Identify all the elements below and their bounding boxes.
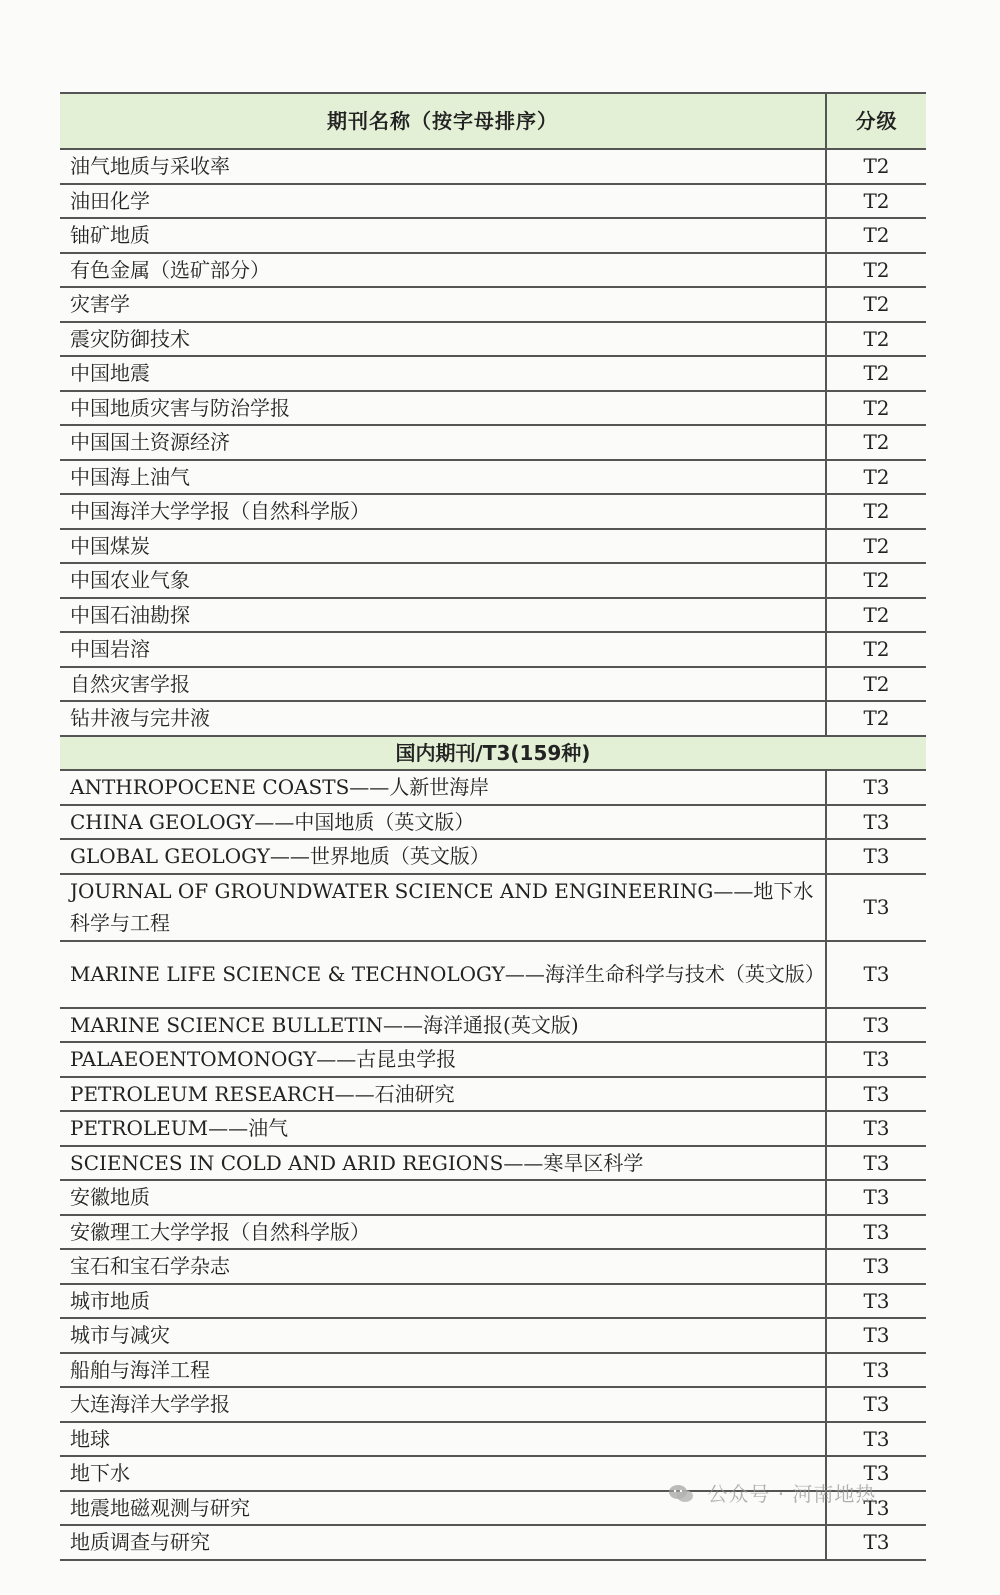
grade-cell: T3: [826, 1284, 926, 1319]
table-row: [60, 391, 926, 426]
table-row: [60, 701, 926, 736]
grade-cell: T3: [826, 1008, 926, 1043]
section-t3: [60, 736, 926, 771]
journal-name-cell: 钻井液与完井液: [60, 701, 826, 736]
grade-cell: T3: [826, 1111, 926, 1146]
journal-name-cell: 中国石油勘探: [60, 598, 826, 633]
t2-rows: [60, 149, 926, 736]
table-row: [60, 1111, 926, 1146]
journal-name-cell: 自然灾害学报: [60, 667, 826, 702]
table-row: [60, 253, 926, 288]
table-row: [60, 1215, 926, 1250]
journal-name-cell: 船舶与海洋工程: [60, 1353, 826, 1388]
journal-name-cell: PETROLEUM RESEARCH——石油研究: [60, 1077, 826, 1112]
header-journal-name: 期刊名称（按字母排序）: [60, 93, 826, 149]
journal-name-cell: 宝石和宝石学杂志: [60, 1249, 826, 1284]
grade-cell: T2: [826, 253, 926, 288]
grade-cell: T2: [826, 460, 926, 495]
journal-name-cell: 灾害学: [60, 287, 826, 322]
grade-cell: T2: [826, 391, 926, 426]
grade-cell: T3: [826, 1491, 926, 1526]
table-row: [60, 1146, 926, 1181]
table-row: [60, 149, 926, 184]
grade-cell: T3: [826, 805, 926, 840]
journal-grade-table: [60, 92, 926, 1561]
watermark: [668, 1478, 876, 1507]
journal-name-cell: MARINE SCIENCE BULLETIN——海洋通报(英文版): [60, 1008, 826, 1043]
grade-cell: T3: [826, 1180, 926, 1215]
table-row: [60, 1249, 926, 1284]
table-row: [60, 494, 926, 529]
table-row: [60, 1284, 926, 1319]
table-row: [60, 1422, 926, 1457]
journal-name-cell: 油田化学: [60, 184, 826, 219]
table-row: [60, 322, 926, 357]
table-row: [60, 529, 926, 564]
grade-cell: T3: [826, 1077, 926, 1112]
journal-name-cell: 中国国土资源经济: [60, 425, 826, 460]
journal-name-cell: 油气地质与采收率: [60, 149, 826, 184]
grade-cell: T3: [826, 770, 926, 805]
table-row: [60, 632, 926, 667]
journal-name-cell: 安徽理工大学学报（自然科学版）: [60, 1215, 826, 1250]
journal-name-cell: 地下水: [60, 1456, 826, 1491]
grade-cell: T2: [826, 218, 926, 253]
journal-name-cell: 中国地质灾害与防治学报: [60, 391, 826, 426]
grade-cell: T3: [826, 1353, 926, 1388]
grade-cell: T3: [826, 1215, 926, 1250]
journal-name-cell: 安徽地质: [60, 1180, 826, 1215]
journal-name-cell: 中国农业气象: [60, 563, 826, 598]
grade-cell: T2: [826, 563, 926, 598]
grade-cell: T2: [826, 494, 926, 529]
journal-name-cell: JOURNAL OF GROUNDWATER SCIENCE AND ENGINEERING——地下水科学与工程: [60, 874, 826, 941]
table-row: [60, 425, 926, 460]
table-row: [60, 1525, 926, 1560]
grade-cell: T3: [826, 1456, 926, 1491]
table-row: [60, 874, 926, 941]
journal-name-cell: 中国地震: [60, 356, 826, 391]
grade-cell: T3: [826, 1525, 926, 1560]
grade-cell: T3: [826, 941, 926, 1008]
grade-cell: T3: [826, 1249, 926, 1284]
table-row: [60, 770, 926, 805]
journal-name-cell: 城市地质: [60, 1284, 826, 1319]
grade-cell: T3: [826, 1146, 926, 1181]
journal-name-cell: 中国岩溶: [60, 632, 826, 667]
table-row: [60, 1387, 926, 1422]
table-row: [60, 941, 926, 1008]
header-grade: 分级: [826, 93, 926, 149]
journal-name-cell: MARINE LIFE SCIENCE & TECHNOLOGY——海洋生命科学与技术（英文版）: [60, 941, 826, 1008]
journal-name-cell: 有色金属（选矿部分）: [60, 253, 826, 288]
journal-name-cell: 中国煤炭: [60, 529, 826, 564]
grade-cell: T2: [826, 425, 926, 460]
journal-name-cell: GLOBAL GEOLOGY——世界地质（英文版）: [60, 839, 826, 874]
grade-cell: T3: [826, 1387, 926, 1422]
journal-name-cell: 中国海洋大学学报（自然科学版）: [60, 494, 826, 529]
table-row: [60, 460, 926, 495]
journal-name-cell: SCIENCES IN COLD AND ARID REGIONS——寒旱区科学: [60, 1146, 826, 1181]
grade-cell: T2: [826, 529, 926, 564]
section-header-row: [60, 736, 926, 771]
grade-cell: T2: [826, 701, 926, 736]
grade-cell: T3: [826, 1318, 926, 1353]
grade-cell: T3: [826, 1042, 926, 1077]
table-row: [60, 563, 926, 598]
grade-cell: T2: [826, 356, 926, 391]
grade-cell: T2: [826, 667, 926, 702]
grade-cell: T2: [826, 598, 926, 633]
journal-name-cell: 地球: [60, 1422, 826, 1457]
journal-name-cell: 中国海上油气: [60, 460, 826, 495]
t3-rows: [60, 770, 926, 1560]
grade-cell: T2: [826, 632, 926, 667]
journal-name-cell: ANTHROPOCENE COASTS——人新世海岸: [60, 770, 826, 805]
table-row: [60, 356, 926, 391]
table-row: [60, 839, 926, 874]
table-row: [60, 287, 926, 322]
table-header-row: [60, 93, 926, 149]
journal-name-cell: CHINA GEOLOGY——中国地质（英文版）: [60, 805, 826, 840]
table-row: [60, 184, 926, 219]
table-row: [60, 1318, 926, 1353]
table-row: [60, 667, 926, 702]
journal-name-cell: 铀矿地质: [60, 218, 826, 253]
table-row: [60, 1180, 926, 1215]
table-row: [60, 598, 926, 633]
journal-name-cell: 地震地磁观测与研究: [60, 1491, 826, 1526]
table-row: [60, 805, 926, 840]
table-row: [60, 218, 926, 253]
table-row: [60, 1008, 926, 1043]
journal-name-cell: PALAEOENTOMONOGY——古昆虫学报: [60, 1042, 826, 1077]
grade-cell: T3: [826, 1422, 926, 1457]
journal-name-cell: 城市与减灾: [60, 1318, 826, 1353]
table-row: [60, 1077, 926, 1112]
journal-name-cell: 地质调查与研究: [60, 1525, 826, 1560]
grade-cell: T3: [826, 874, 926, 941]
section-title: 国内期刊/T3(159种): [60, 736, 926, 771]
grade-cell: T2: [826, 322, 926, 357]
journal-name-cell: 震灾防御技术: [60, 322, 826, 357]
table-row: [60, 1042, 926, 1077]
grade-cell: T2: [826, 184, 926, 219]
wechat-icon: [668, 1484, 694, 1504]
grade-cell: T2: [826, 149, 926, 184]
watermark-text: 公众号 · 河南地热: [707, 1482, 877, 1506]
grade-cell: T3: [826, 839, 926, 874]
journal-name-cell: PETROLEUM——油气: [60, 1111, 826, 1146]
journal-name-cell: 大连海洋大学学报: [60, 1387, 826, 1422]
grade-cell: T2: [826, 287, 926, 322]
table-row: [60, 1353, 926, 1388]
